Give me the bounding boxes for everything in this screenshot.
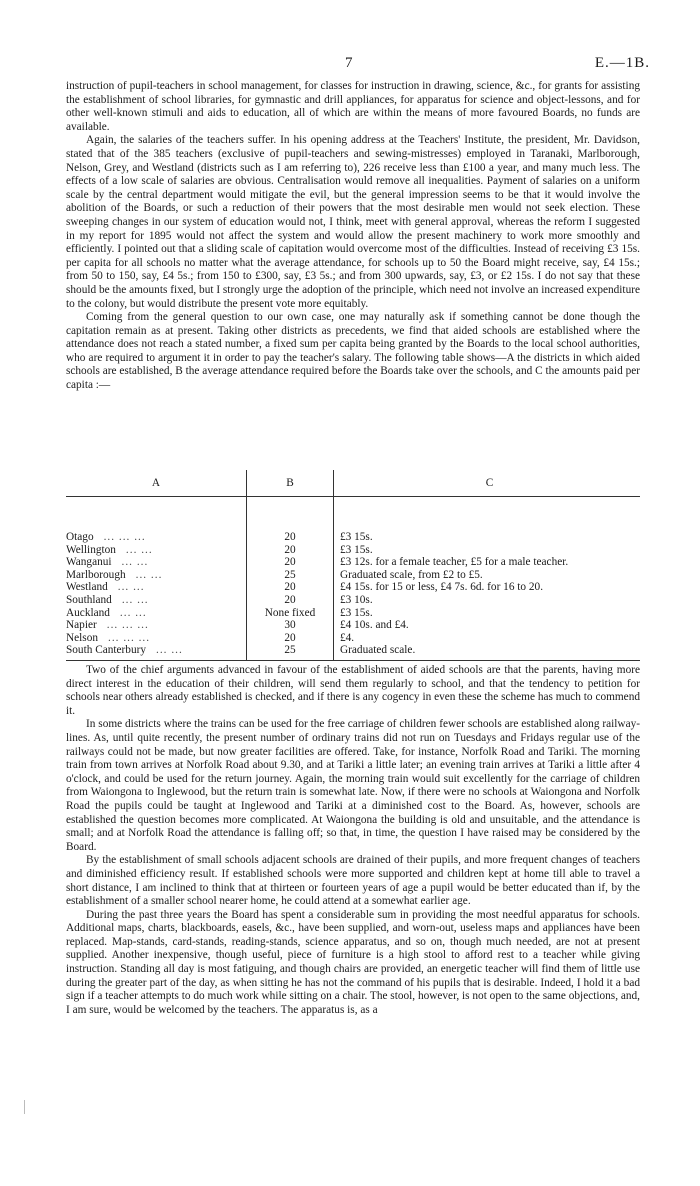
dot-leader: ... ... ... xyxy=(103,531,146,543)
column-header-b: B xyxy=(247,470,334,497)
table-row xyxy=(66,619,640,632)
page-number: 7 xyxy=(345,55,353,71)
table-row xyxy=(66,531,640,544)
district-name: Auckland xyxy=(66,606,110,619)
attendance-cell: None fixed xyxy=(247,607,334,620)
column-header-a: A xyxy=(66,470,247,497)
district-cell xyxy=(66,556,247,569)
amount-cell: Graduated scale, from £2 to £5. xyxy=(340,568,483,581)
amount-cell: Graduated scale. xyxy=(334,644,641,660)
table-row xyxy=(66,544,640,557)
district-cell xyxy=(66,544,247,557)
amount-cell: £3 15s. xyxy=(340,531,373,543)
dot-leader: ... ... xyxy=(121,593,149,606)
dot-leader: ... ... xyxy=(121,556,149,569)
paragraph: Two of the chief arguments advanced in favour of the establishment of aided schools are that the parents, having more direct interest in the education of their children, will send them regularly to school, and that the tendency to petition for schools near others already established is checked, and if there is any cogency in even these the scheme has much to commend it. xyxy=(66,664,640,717)
table-spacer-row xyxy=(66,497,640,532)
amount-cell: £4 15s. for 15 or less, £4 7s. 6d. for 16 to 20. xyxy=(340,581,544,594)
district-name: Southland xyxy=(66,593,112,606)
table-row xyxy=(66,594,640,607)
aided-schools-table xyxy=(66,470,640,661)
district-cell xyxy=(66,531,247,544)
attendance-cell: 20 xyxy=(247,632,334,645)
table-row xyxy=(66,644,640,660)
district-cell xyxy=(66,644,247,660)
district-name: Wellington xyxy=(66,543,116,556)
table-row xyxy=(66,556,640,569)
dot-leader: ... ... ... xyxy=(108,631,151,644)
table-row xyxy=(66,632,640,645)
district-name: Napier xyxy=(66,619,97,632)
dot-leader: ... ... xyxy=(125,543,153,556)
attendance-cell: 25 xyxy=(247,644,334,660)
body-text-top xyxy=(66,80,640,393)
amount-cell: £3 10s. xyxy=(340,593,373,606)
attendance-cell: 20 xyxy=(247,544,334,557)
district-cell xyxy=(66,594,247,607)
amount-cell: £4 10s. and £4. xyxy=(340,619,409,632)
paragraph: In some districts where the trains can be used for the free carriage of children fewer schools are established along railway-lines. As, until quite recently, the present number of ordinary trains did not run on Tuesdays and Fridays regular use of the railways could not be made, but now greater facilities are offered. Take, for instance, Norfolk Road and Tariki. The morning train from town arrives at Norfolk Road about 9.30, and at Tariki a little later; an evening train arrives at Tariki a little after 4 o'clock, and could be used for the return journey. Again, the morning train would suit excellently for the carriage of children from Waiongona to Inglewood, but the return train is somewhat late. Now, if there were no schools at Waiongona and Norfolk Road the pupils could be taught at Inglewood and Tariki at a diminished cost to the Board. As, however, schools are established the question becomes more complicated. At Waiongona the building is old and unsuitable, and the attendance is small; and at Norfolk Road the attendance is falling off; so that, in time, the question I have raised may be considered by the Board. xyxy=(66,718,640,853)
margin-mark xyxy=(24,1100,25,1114)
attendance-cell: 25 xyxy=(247,569,334,582)
district-name: Westland xyxy=(66,581,108,594)
attendance-cell: 30 xyxy=(247,619,334,632)
dot-leader: ... ... xyxy=(156,644,183,657)
district-cell xyxy=(66,607,247,620)
district-cell xyxy=(66,619,247,632)
district-cell xyxy=(66,569,247,582)
amount-cell: £3 15s. xyxy=(340,606,373,619)
paragraph: instruction of pupil-teachers in school management, for classes for instruction in drawing, science, &c., for grants for assisting the establishment of school libraries, for gymnastic and drill appliances, for apparatus for science and object-lessons, and for other well-known stimuli and aids to education, all of which are within the means of more favoured Boards, no funds are available. xyxy=(66,80,640,133)
district-name: Marlborough xyxy=(66,568,126,581)
dot-leader: ... ... ... xyxy=(106,619,149,632)
amount-cell: £3 12s. for a female teacher, £5 for a male teacher. xyxy=(340,556,569,569)
column-header-c: C xyxy=(334,470,641,497)
district-name: Nelson xyxy=(66,631,99,644)
district-name: Wanganui xyxy=(66,556,112,569)
district-name: South Canterbury xyxy=(66,644,147,657)
table-row xyxy=(66,569,640,582)
attendance-cell: 20 xyxy=(247,531,334,544)
attendance-cell: 20 xyxy=(247,594,334,607)
paragraph: Coming from the general question to our own case, one may naturally ask if something cannot be done though the capitation remain as at present. Taking other districts as precedents, we find that aided schools are established where the attendance does not reach a stated number, a fixed sum per capita being granted by the Boards to the local school authorities, who are required to argument it in order to pay the teacher's salary. The following table shows—A the districts in which aided schools are established, B the average attendance required before the Boards take over the schools, and C the amounts paid per capita :— xyxy=(66,311,640,392)
paragraph: By the establishment of small schools adjacent schools are drained of their pupils, and more frequent changes of teachers and diminished efficiency result. If established schools were more supported and children kept at home till able to travel a short distance, I am inclined to think that at thirteen or fourteen years of age a pupil would be better educated than if, by the establishment of a smaller school nearer home, he could attend at a somewhat earlier age. xyxy=(66,854,640,908)
table-row xyxy=(66,607,640,620)
paragraph: Again, the salaries of the teachers suffer. In his opening address at the Teachers' Institute, the president, Mr. Davidson, stated that of the 385 teachers (exclusive of pupil-teachers and sewing-mistresses) employed in Taranaki, Marlborough, Nelson, Grey, and Westland (districts such as I am referring to), 226 receive less than £100 a year, and many much less. The effects of a low scale of salaries are obvious. Centralisation would remove all inequalities. Payment of salaries on a uniform scale by the central department would mitigate the evil, but the general impression seems to be that it would involve the abolition of the Boards, or such a reduction of their powers that the most desirable men would not seek election. These sweeping changes in our system of education would not, I think, meet with general approval, whereas the reform I suggested in my report for 1895 would not affect the system and would allow the present machinery to work more smoothly and efficiently. I pointed out that a sliding scale of capitation would overcome most of the difficulties. Instead of receiving £3 15s. per capita for all schools no matter what the average attendance, for schools up to 50 the Board might receive, say, £4 15s.; from 50 to 150, say, £4 5s.; from 150 to £300, say, £3 5s.; and from 300 upwards, say, £3, or £2 15s. I do not say that these should be the amounts fixed, but I strongly urge the adoption of the principle, which need not involve an increased expenditure to the colony, but would distribute the present vote more equitably. xyxy=(66,134,640,310)
table-row xyxy=(66,581,640,594)
district-cell xyxy=(66,581,247,594)
dot-leader: ... ... xyxy=(135,568,163,581)
document-reference: E.—1B. xyxy=(594,55,650,71)
table-header-row xyxy=(66,470,640,497)
district-cell xyxy=(66,632,247,645)
attendance-cell: 20 xyxy=(247,581,334,594)
amount-cell: £4. xyxy=(340,631,355,644)
paragraph: During the past three years the Board has spent a considerable sum in providing the most needful apparatus for schools. Additional maps, charts, blackboards, easels, &c., have been supplied, and worn-out, useless maps and appliances have been replaced. Map-stands, card-stands, reading-stands, science apparatus, and so on, though much needed, are not at present supplied. Another inexpensive, though useful, piece of furniture is a high stool to afford rest to a teacher while giving instruction. Standing all day is most fatiguing, and though chairs are provided, an energetic teacher will find them of little use during the greater part of the day, as when sitting he has not the command of his pupils that is desirable. Indeed, I hold it a bad sign if a teacher attempts to do much work while sitting on a chair. The stool, however, is not open to the same objections, and, I am sure, would be welcomed by the teachers. The apparatus is, as a xyxy=(66,908,640,1016)
body-text-bottom xyxy=(66,664,640,1017)
dot-leader: ... ... xyxy=(119,606,147,619)
district-name: Otago xyxy=(66,531,94,543)
amount-cell: £3 15s. xyxy=(340,543,373,556)
attendance-cell: 20 xyxy=(247,556,334,569)
dot-leader: ... ... xyxy=(117,581,145,594)
